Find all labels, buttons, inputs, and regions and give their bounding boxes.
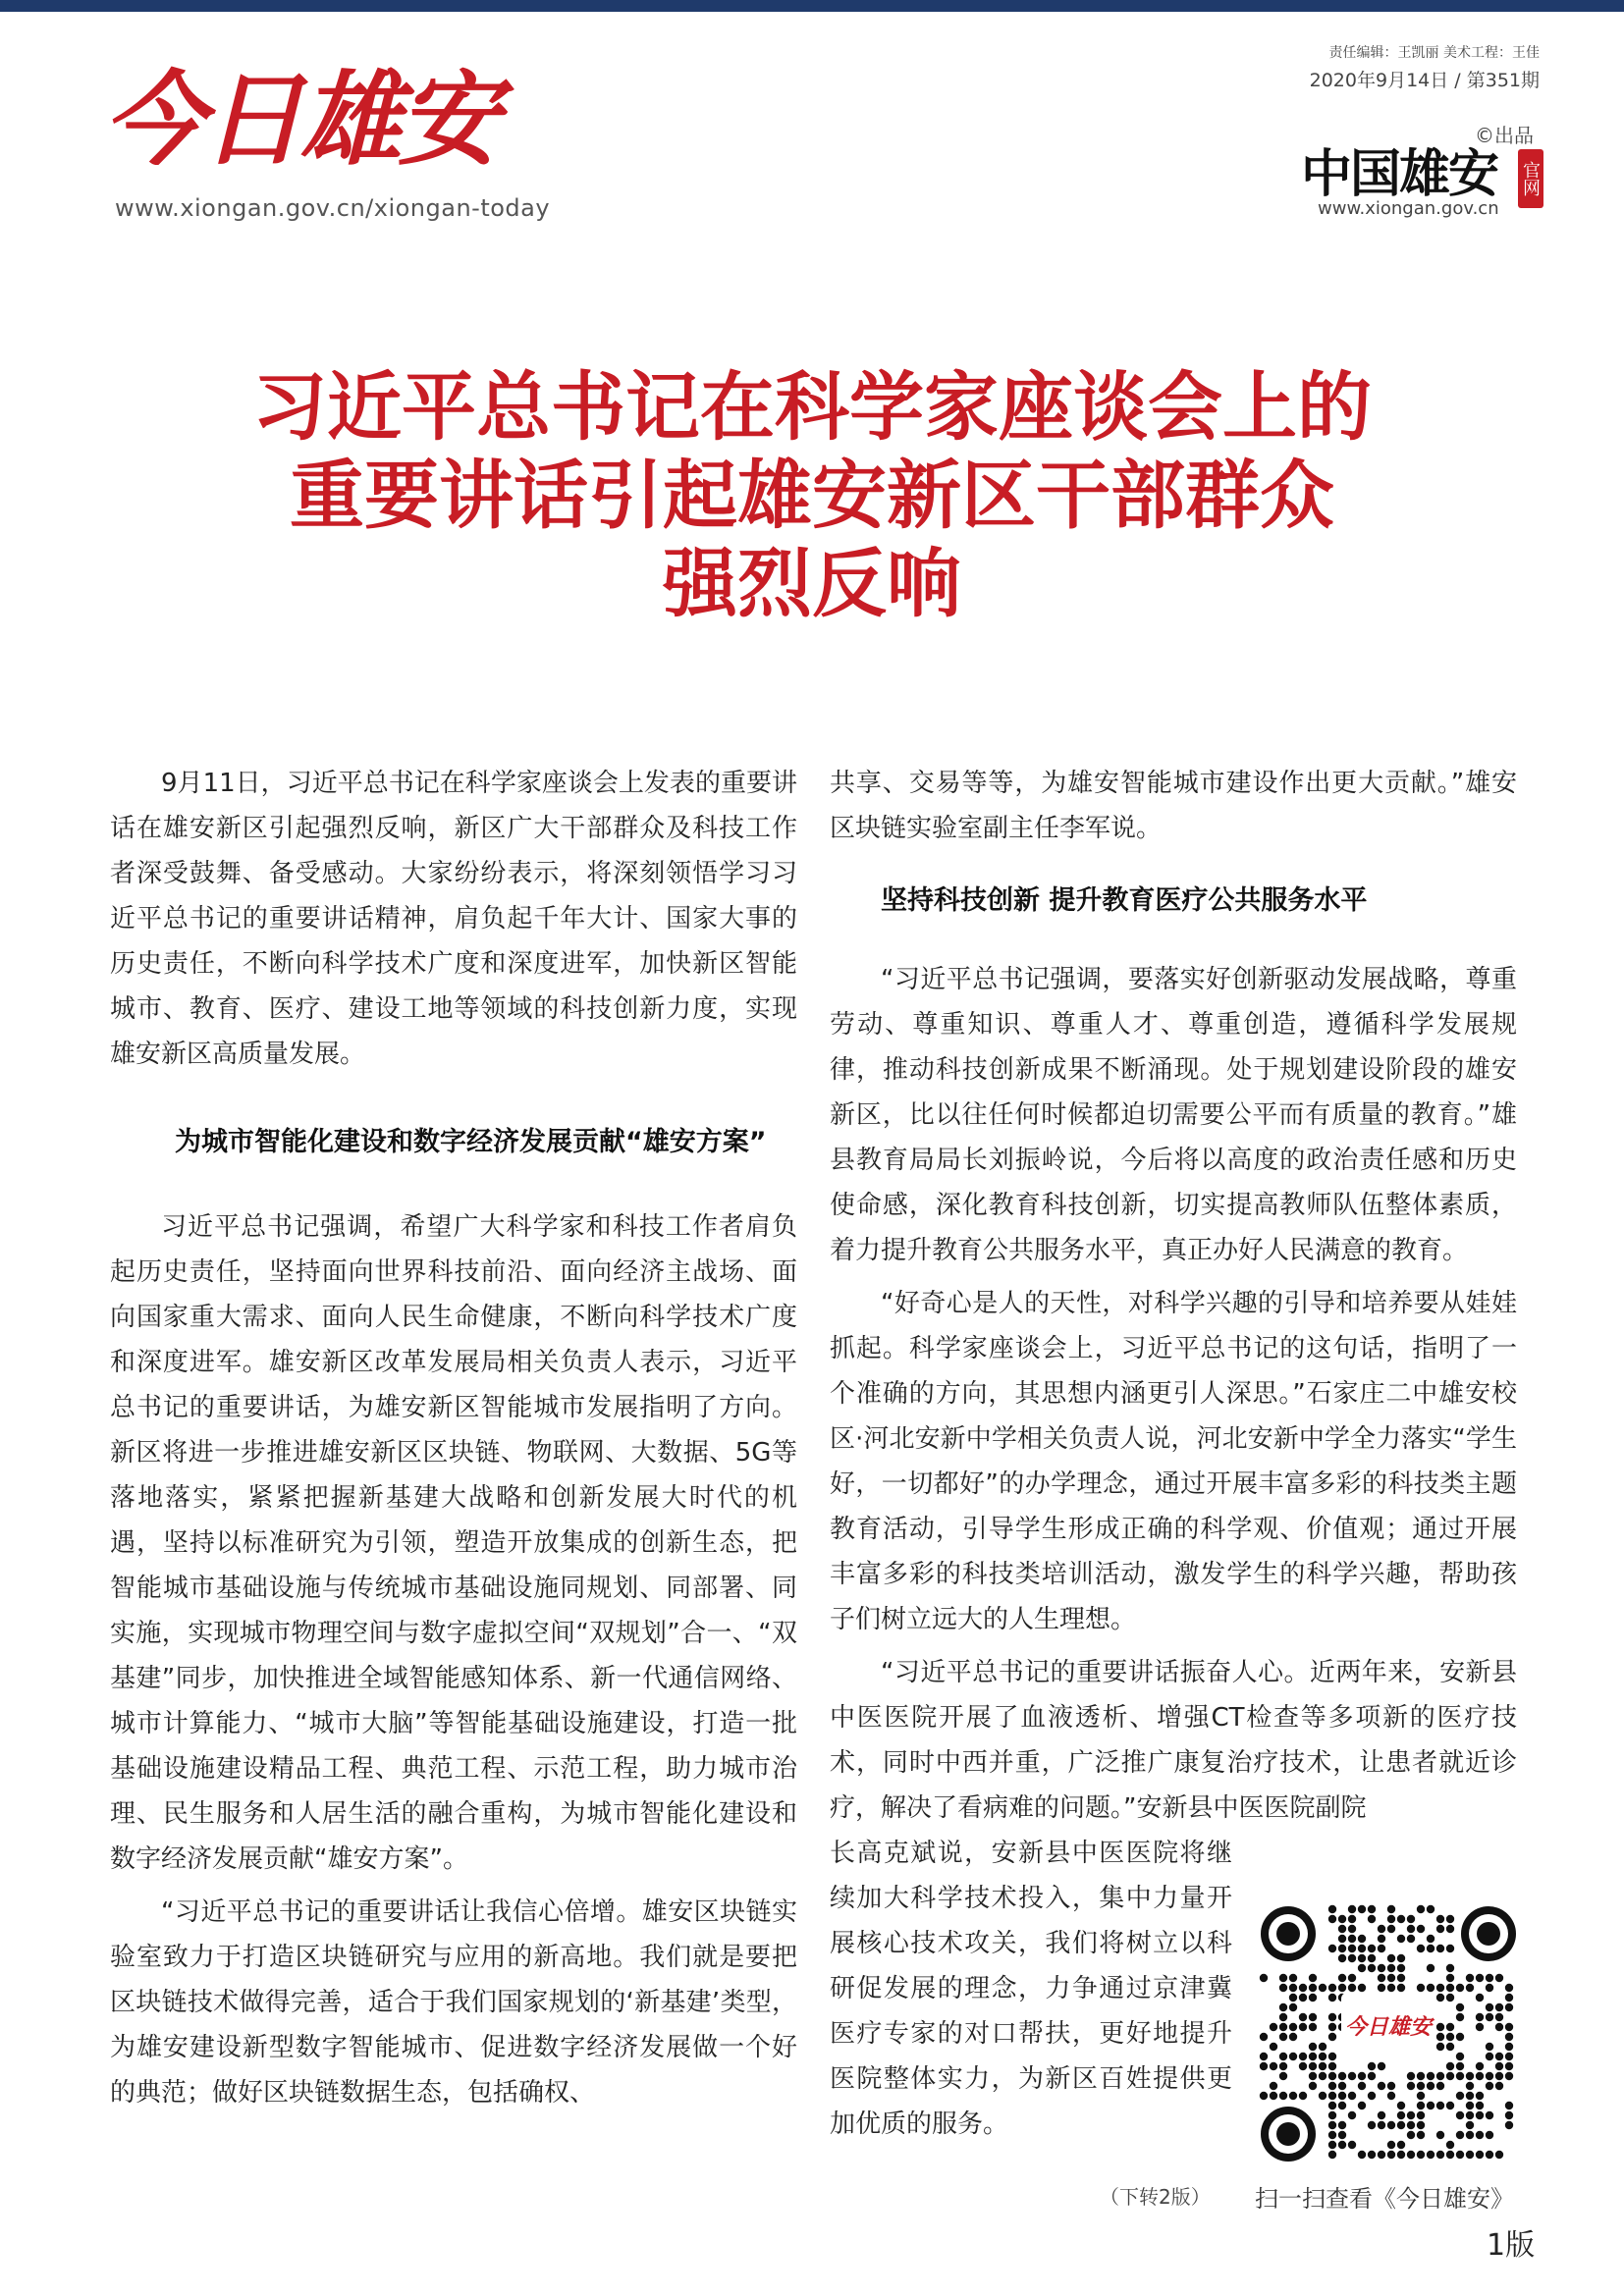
qr-caption: 扫一扫查看《今日雄安》 — [1255, 2185, 1514, 2213]
page-number: 1版 — [1487, 2228, 1536, 2263]
section2-paragraph: “习近平总书记的重要讲话振奋人心。近两年来，安新县中医医院开展了血液透析、增强CT检查等多项新的医疗技术，同时中西并重，广泛推广康复治疗技术，让患者就近诊疗，解决了看病难的问题。”安新县中医医院副院 — [830, 1658, 1517, 1823]
editor-credits: 责任编辑：王凯丽 美术工程：王佳 — [1328, 45, 1540, 61]
article-column-left — [110, 761, 797, 2115]
masthead-logo: 今日雄安 — [103, 59, 497, 180]
section2-paragraph: “习近平总书记强调，要落实好创新驱动发展战略，尊重劳动、尊重知识、尊重人才、尊重创造，遵循科学发展规律，推动科技创新成果不断涌现。处于规划建设阶段的雄安新区，比以往任何时候都迫切需要公平而有质量的教育。”雄县教育局局长刘振岭说，今后将以高度的政治责任感和历史使命感，深化教育科技创新，切实提高教师队伍整体素质，着力提升教育公共服务水平，真正办好人民满意的教育。 — [830, 965, 1517, 1265]
continued-note: （下转2版） — [1100, 2185, 1211, 2209]
official-seal-icon: 官网 — [1518, 149, 1543, 208]
top-color-bar — [0, 0, 1624, 12]
masthead-url[interactable]: www.xiongan.gov.cn/xiongan-today — [115, 194, 551, 222]
headline — [79, 363, 1545, 628]
section1-paragraph: 习近平总书记强调，希望广大科学家和科技工作者肩负起历史责任，坚持面向世界科技前沿、面向经济主战场、面向国家重大需求、面向人民生命健康，不断向科学技术广度和深度进军。雄安新区改革发展局相关负责人表示，习近平总书记的重要讲话，为雄安新区智能城市发展指明了方向。新区将进一步推进雄安新区区块链、物联网、大数据、5G等落地落实，紧紧把握新基建大战略和创新发展大时代的机遇，坚持以标准研究为引领，塑造开放集成的创新生态，把智能城市基础设施与传统城市基础设施同规划、同部署、同实施，实现城市物理空间与数字虚拟空间“双规划”合一、“双基建”同步，加快推进全域智能感知体系、新一代通信网络、城市计算能力、“城市大脑”等智能基础设施建设，打造一批基础设施建设精品工程、典范工程、示范工程，助力城市治理、民生服务和人居生活的融合重构，为城市智能化建设和数字经济发展贡献“雄安方案”。 — [110, 1212, 797, 1874]
section1-paragraph: “习近平总书记的重要讲话让我信心倍增。雄安区块链实验室致力于打造区块链研究与应用的新高地。我们就是要把区块链技术做得完善，适合于我们国家规划的‘新基建’类型，为雄安建设新型数字智能城市、促进数字经济发展做一个好的典范；做好区块链数据生态，包括确权、 — [110, 1897, 797, 2108]
producer-url[interactable]: www.xiongan.gov.cn — [1318, 198, 1499, 219]
headline-line: 强烈反响 — [663, 540, 961, 627]
section2-paragraph: “好奇心是人的天性，对科学兴趣的引导和培养要从娃娃抓起。科学家座谈会上，习近平总书记的这句话，指明了一个准确的方向，其思想内涵更引人深思。”石家庄二中雄安校区·河北安新中学相关负责人说，河北安新中学全力落实“学生好，一切都好”的办学理念，通过开展丰富多彩的科技类主题教育活动，引导学生形成正确的科学观、价值观；通过开展丰富多彩的科技类培训活动，激发学生的科学兴趣，帮助孩子们树立远大的人生理想。 — [830, 1289, 1517, 1634]
qr-code[interactable] — [1259, 1904, 1518, 2163]
producer-logo: 中国雄安 — [1301, 144, 1498, 204]
issue-date: 2020年9月14日 / 第351期 — [1309, 70, 1540, 91]
section1-paragraph-continued: 共享、交易等等，为雄安智能城市建设作出更大贡献。”雄安区块链实验室副主任李军说。 — [830, 769, 1517, 843]
section2-paragraph-wrap: 长高克斌说，安新县中医医院将继续加大科学技术投入，集中力量开展核心技术攻关，我们将树立以科研促发展的理念，力争通过京津冀医疗专家的对口帮扶，更好地提升医院整体实力，为新区百姓提供更加优质的服务。 — [830, 1839, 1232, 2139]
section2-title: 坚持科技创新 提升教育医疗公共服务水平 — [881, 885, 1368, 916]
section1-title: 为城市智能化建设和数字经济发展贡献“雄安方案” — [175, 1127, 767, 1157]
issue-meta — [1310, 43, 1540, 98]
headline-line: 习近平总书记在科学家座谈会上的 — [252, 363, 1372, 451]
producer-mark: ©出品 — [1475, 124, 1534, 147]
headline-line: 重要讲话引起雄安新区干部群众 — [290, 452, 1334, 539]
intro-paragraph: 9月11日，习近平总书记在科学家座谈会上发表的重要讲话在雄安新区引起强烈反响，新区广大干部群众及科技工作者深受鼓舞、备受感动。大家纷纷表示，将深刻领悟学习习近平总书记的重要讲话精神，肩负起千年大计、国家大事的历史责任，不断向科学技术广度和深度进军，加快新区智能城市、教育、医疗、建设工地等领域的科技创新力度，实现雄安新区高质量发展。 — [110, 769, 797, 1069]
qr-center-logo: 今日雄安 — [1341, 1993, 1435, 2061]
